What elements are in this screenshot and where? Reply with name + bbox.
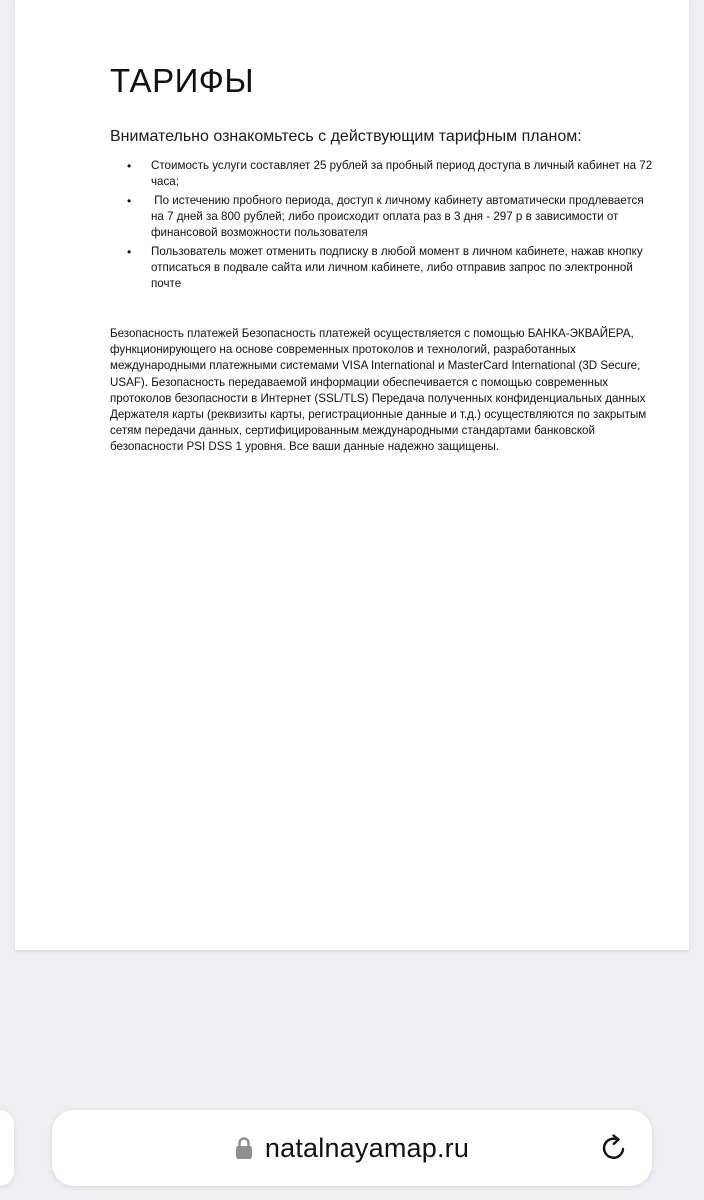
page-title: ТАРИФЫ [110, 62, 255, 99]
address-bar[interactable] [52, 1110, 652, 1186]
bullet-icon: • [127, 159, 132, 173]
payment-security-text: Безопасность платежей Безопасность платежей осуществляется с помощью БАНКА-ЭКВАЙЕРА, функционирующего на основе современных протоколов и технологий, разработанных международными платежными системами VISA International и MasterCard International (3D Secure, USAF). Безопасность передаваемой информации обеспечивается с помощью современных протоколов безопасности в Интернет (SSL/TLS) Передача полученных конфиденциальных данных Держателя карты (реквизиты карты, регистрационные данные и т.д.) осуществляются по закрытым сетям передачи данных, сертифицированным международными стандартами банковской безопасности PSI DSS 1 уровня. Все ваши данные надежно защищены. [110, 327, 647, 454]
previous-tab-preview[interactable] [0, 1110, 14, 1186]
url-text: natalnayamap.ru [264, 1132, 470, 1163]
list-item-text: Пользователь может отменить подписку в любой момент в личном кабинете, нажав кнопку отписаться в подвале сайта или личном кабинете, либо отправив запрос по электронной почте [151, 245, 643, 290]
bullet-icon: • [127, 194, 132, 208]
bullet-icon: • [127, 245, 132, 259]
list-item-text: Стоимость услуги составляет 25 рублей за пробный период доступа в личный кабинет на 72 часа; [151, 159, 653, 188]
lock-icon [235, 1136, 253, 1160]
list-item-text: По истечению пробного периода, доступ к личному кабинету автоматически продлевается на 7 дней за 800 рублей; либо происходит оплата раз в 3 дня - 297 р в зависимости от финансовой возможности пользователя [151, 194, 647, 239]
url-display[interactable] [52, 1110, 652, 1186]
list-item [127, 244, 655, 292]
document-content [110, 62, 655, 456]
list-item [127, 193, 655, 241]
tariff-subtitle: Внимательно ознакомьтесь с действующим тарифным планом: [110, 128, 582, 145]
reload-icon[interactable] [598, 1132, 630, 1164]
list-item [127, 158, 655, 190]
tariff-list [110, 158, 655, 292]
browser-bottom-bar [0, 1088, 704, 1200]
document-page [15, 0, 689, 950]
